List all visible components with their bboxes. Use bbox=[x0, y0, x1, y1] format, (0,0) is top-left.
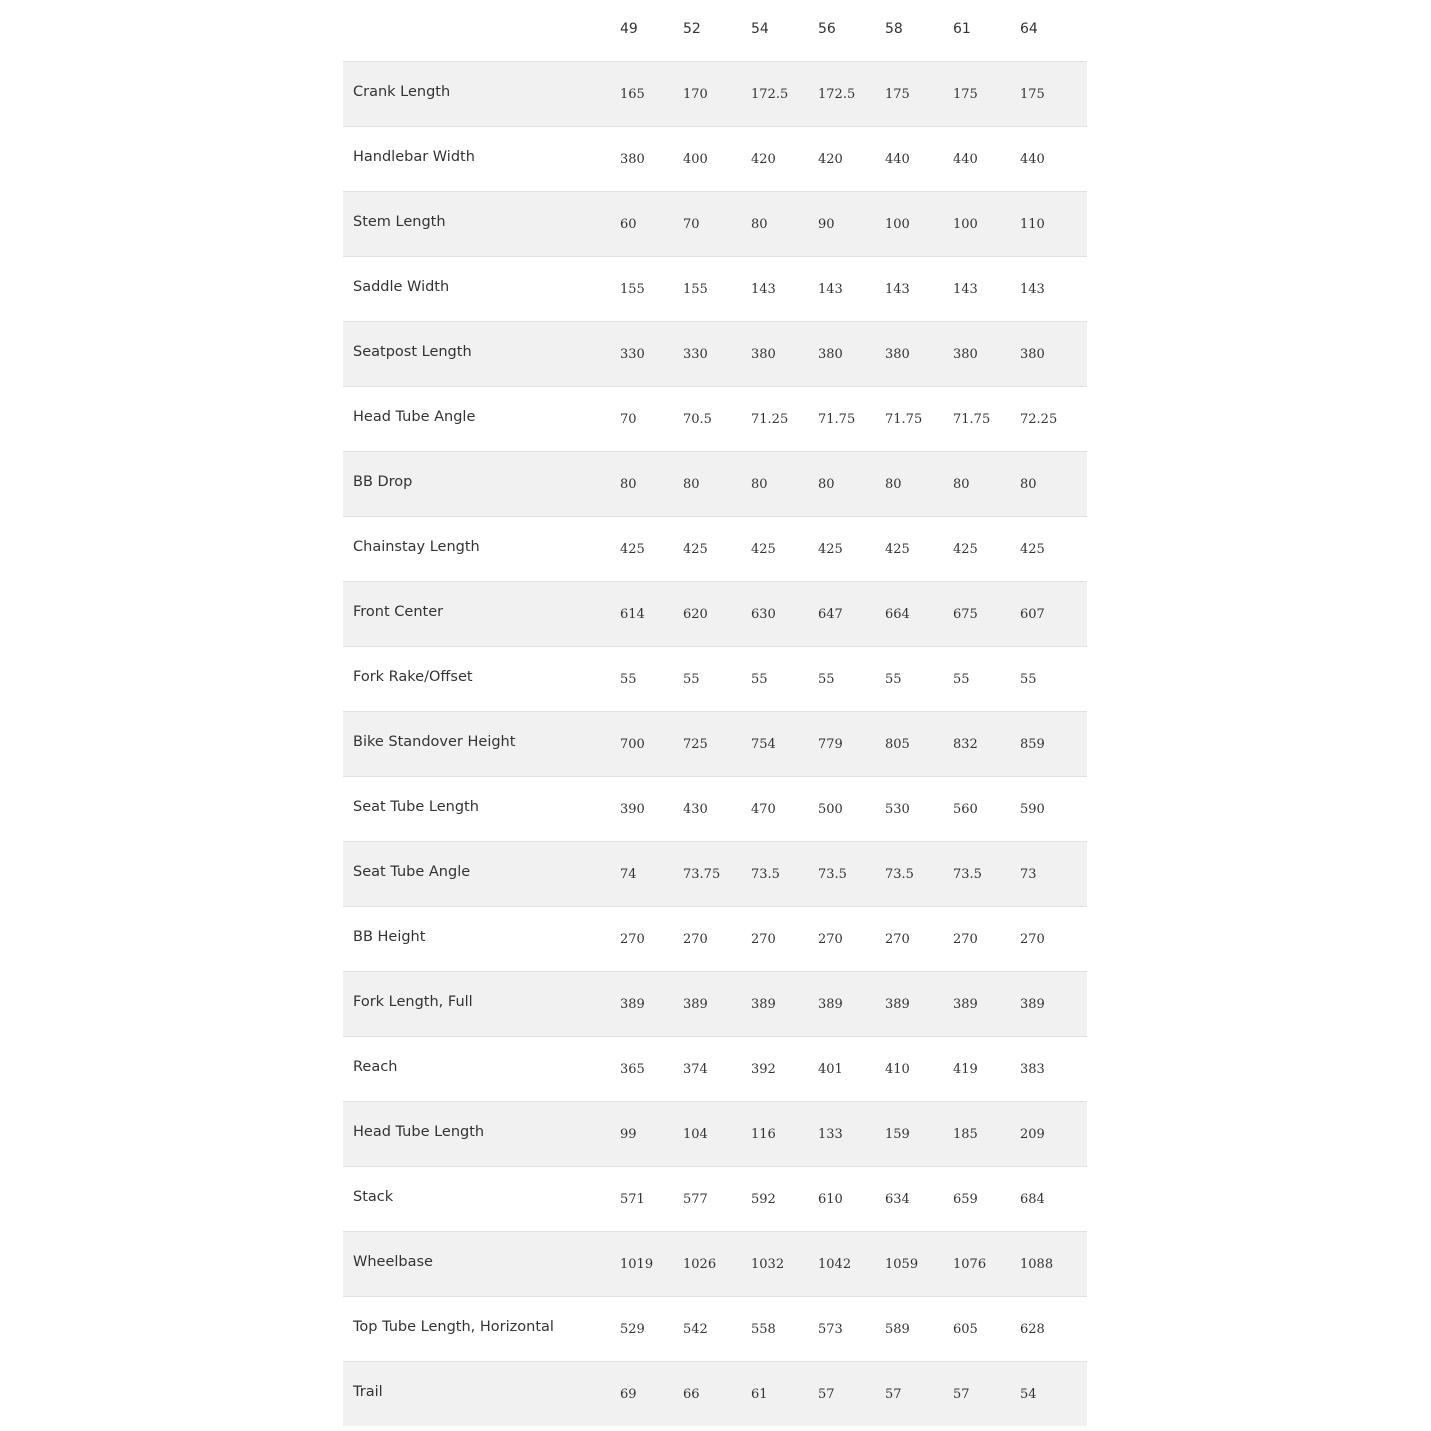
row-label: Chainstay Length bbox=[343, 516, 620, 581]
row-label: Saddle Width bbox=[343, 256, 620, 321]
row-label: Head Tube Length bbox=[343, 1101, 620, 1166]
row-label: Stack bbox=[343, 1166, 620, 1231]
measurement-cell: 779 bbox=[818, 711, 885, 776]
measurement-cell: 175 bbox=[885, 61, 953, 126]
measurement-cell: 630 bbox=[751, 581, 818, 646]
measurement-cell: 628 bbox=[1020, 1296, 1087, 1361]
measurement-cell: 560 bbox=[953, 776, 1020, 841]
measurement-cell: 1026 bbox=[683, 1231, 751, 1296]
row-label: BB Height bbox=[343, 906, 620, 971]
measurement-cell: 270 bbox=[1020, 906, 1087, 971]
measurement-cell: 270 bbox=[885, 906, 953, 971]
table-row bbox=[343, 321, 1087, 386]
measurement-cell: 270 bbox=[818, 906, 885, 971]
measurement-cell: 55 bbox=[953, 646, 1020, 711]
measurement-cell: 805 bbox=[885, 711, 953, 776]
table-row bbox=[343, 1231, 1087, 1296]
measurement-cell: 577 bbox=[683, 1166, 751, 1231]
measurement-cell: 57 bbox=[953, 1387, 970, 1403]
measurement-cell: 647 bbox=[818, 581, 885, 646]
measurement-cell: 754 bbox=[751, 711, 818, 776]
measurement-cell: 57 bbox=[818, 1387, 835, 1403]
table-row bbox=[343, 61, 1087, 126]
measurement-cell: 610 bbox=[818, 1166, 885, 1231]
measurement-cell: 529 bbox=[620, 1296, 683, 1361]
measurement-cell: 590 bbox=[1020, 776, 1087, 841]
row-label: Seat Tube Length bbox=[343, 776, 620, 841]
measurement-cell: 389 bbox=[1020, 971, 1087, 1036]
size-header-cell: 49 bbox=[620, 0, 683, 61]
measurement-cell: 390 bbox=[620, 776, 683, 841]
measurement-cell: 55 bbox=[751, 646, 818, 711]
table-body bbox=[343, 61, 1087, 1426]
table-row bbox=[343, 776, 1087, 841]
measurement-cell: 374 bbox=[683, 1036, 751, 1101]
measurement-cell: 1042 bbox=[818, 1231, 885, 1296]
measurement-cell: 143 bbox=[1020, 256, 1087, 321]
measurement-cell: 172.5 bbox=[751, 61, 818, 126]
measurement-cell: 80 bbox=[953, 451, 1020, 516]
measurement-cell: 71.75 bbox=[953, 386, 1020, 451]
measurement-cell: 70 bbox=[683, 191, 751, 256]
measurement-cell: 425 bbox=[751, 516, 818, 581]
measurement-cell: 530 bbox=[885, 776, 953, 841]
row-label: Top Tube Length, Horizontal bbox=[343, 1296, 620, 1361]
measurement-cell: 425 bbox=[1020, 516, 1087, 581]
row-label: Head Tube Angle bbox=[343, 386, 620, 451]
measurement-cell: 659 bbox=[953, 1166, 1020, 1231]
measurement-cell: 425 bbox=[953, 516, 1020, 581]
measurement-cell: 389 bbox=[818, 971, 885, 1036]
row-label: Stem Length bbox=[343, 191, 620, 256]
measurement-cell: 73 bbox=[1020, 841, 1087, 906]
measurement-cell: 270 bbox=[683, 906, 751, 971]
measurement-cell: 470 bbox=[751, 776, 818, 841]
measurement-cell: 380 bbox=[620, 126, 683, 191]
measurement-cell: 500 bbox=[818, 776, 885, 841]
table-row bbox=[343, 451, 1087, 516]
table-row bbox=[343, 1166, 1087, 1231]
measurement-cell: 270 bbox=[620, 906, 683, 971]
measurement-cell: 425 bbox=[620, 516, 683, 581]
measurement-cell: 401 bbox=[818, 1036, 885, 1101]
measurement-cell: 664 bbox=[885, 581, 953, 646]
measurement-cell: 80 bbox=[1020, 451, 1087, 516]
header-blank-cell bbox=[343, 0, 620, 61]
measurement-cell: 389 bbox=[683, 971, 751, 1036]
measurement-cell: 270 bbox=[751, 906, 818, 971]
geometry-table bbox=[343, 0, 1087, 1426]
measurement-cell: 675 bbox=[953, 581, 1020, 646]
measurement-cell: 55 bbox=[1020, 646, 1087, 711]
measurement-cell: 620 bbox=[683, 581, 751, 646]
table-row bbox=[343, 711, 1087, 776]
table-row bbox=[343, 581, 1087, 646]
measurement-cell: 1019 bbox=[620, 1231, 683, 1296]
measurement-cell: 605 bbox=[953, 1296, 1020, 1361]
table-row bbox=[343, 906, 1087, 971]
measurement-cell: 72.25 bbox=[1020, 386, 1087, 451]
measurement-cell: 70 bbox=[620, 386, 683, 451]
size-header-cell: 58 bbox=[885, 0, 953, 61]
row-label: Front Center bbox=[343, 581, 620, 646]
measurement-cell: 143 bbox=[885, 256, 953, 321]
measurement-cell: 380 bbox=[818, 321, 885, 386]
measurement-cell: 143 bbox=[751, 256, 818, 321]
row-label: Seatpost Length bbox=[343, 321, 620, 386]
measurement-cell: 90 bbox=[818, 191, 885, 256]
measurement-cell: 55 bbox=[683, 646, 751, 711]
measurement-cell: 425 bbox=[818, 516, 885, 581]
measurement-cell: 389 bbox=[620, 971, 683, 1036]
measurement-cell: 389 bbox=[953, 971, 1020, 1036]
measurement-cell: 614 bbox=[620, 581, 683, 646]
table-row bbox=[343, 1361, 1087, 1426]
row-label: Wheelbase bbox=[343, 1231, 620, 1296]
measurement-cell: 1059 bbox=[885, 1231, 953, 1296]
measurement-cell: 100 bbox=[953, 191, 1020, 256]
measurement-cell: 542 bbox=[683, 1296, 751, 1361]
row-label: Fork Length, Full bbox=[343, 971, 620, 1036]
measurement-cell: 571 bbox=[620, 1166, 683, 1231]
measurement-cell: 330 bbox=[683, 321, 751, 386]
table-row bbox=[343, 256, 1087, 321]
measurement-cell: 116 bbox=[751, 1101, 818, 1166]
measurement-cell: 400 bbox=[683, 126, 751, 191]
measurement-cell: 175 bbox=[953, 61, 1020, 126]
size-header-cell: 61 bbox=[953, 0, 1020, 61]
measurement-cell: 133 bbox=[818, 1101, 885, 1166]
measurement-cell: 573 bbox=[818, 1296, 885, 1361]
table-header bbox=[343, 0, 1087, 61]
measurement-cell: 700 bbox=[620, 711, 683, 776]
measurement-cell: 832 bbox=[953, 711, 1020, 776]
measurement-cell: 684 bbox=[1020, 1166, 1087, 1231]
measurement-cell: 330 bbox=[620, 321, 683, 386]
measurement-cell: 1088 bbox=[1020, 1231, 1087, 1296]
measurement-cell: 380 bbox=[1020, 321, 1087, 386]
measurement-cell: 143 bbox=[953, 256, 1020, 321]
measurement-cell: 80 bbox=[751, 191, 818, 256]
measurement-cell: 100 bbox=[885, 191, 953, 256]
measurement-cell: 634 bbox=[885, 1166, 953, 1231]
measurement-cell: 419 bbox=[953, 1036, 1020, 1101]
table-row bbox=[343, 841, 1087, 906]
measurement-cell: 389 bbox=[885, 971, 953, 1036]
measurement-cell: 175 bbox=[1020, 61, 1087, 126]
measurement-cell: 725 bbox=[683, 711, 751, 776]
measurement-cell: 270 bbox=[953, 906, 1020, 971]
measurement-cell: 55 bbox=[818, 646, 885, 711]
measurement-cell: 55 bbox=[885, 646, 953, 711]
measurement-cell: 155 bbox=[620, 256, 683, 321]
table-row bbox=[343, 1036, 1087, 1101]
measurement-cell: 440 bbox=[885, 126, 953, 191]
table-row bbox=[343, 516, 1087, 581]
measurement-cell: 80 bbox=[885, 451, 953, 516]
row-label: Reach bbox=[343, 1036, 620, 1101]
measurement-cell: 410 bbox=[885, 1036, 953, 1101]
measurement-cell: 155 bbox=[683, 256, 751, 321]
measurement-cell: 71.25 bbox=[751, 386, 818, 451]
measurement-cell: 420 bbox=[751, 126, 818, 191]
measurement-cell: 73.5 bbox=[751, 841, 818, 906]
measurement-cell: 80 bbox=[620, 451, 683, 516]
measurement-cell: 80 bbox=[818, 451, 885, 516]
row-label: Trail bbox=[353, 1383, 383, 1400]
measurement-cell: 589 bbox=[885, 1296, 953, 1361]
size-header-cell: 64 bbox=[1020, 0, 1087, 61]
row-label: Crank Length bbox=[343, 61, 620, 126]
measurement-cell: 859 bbox=[1020, 711, 1087, 776]
measurement-cell: 440 bbox=[953, 126, 1020, 191]
row-label: Fork Rake/Offset bbox=[343, 646, 620, 711]
measurement-cell: 69 bbox=[620, 1387, 637, 1403]
table-row bbox=[343, 971, 1087, 1036]
measurement-cell: 55 bbox=[620, 646, 683, 711]
measurement-cell: 60 bbox=[620, 191, 683, 256]
table-row bbox=[343, 646, 1087, 711]
measurement-cell: 104 bbox=[683, 1101, 751, 1166]
measurement-cell: 66 bbox=[683, 1387, 700, 1403]
measurement-cell: 54 bbox=[1020, 1387, 1037, 1403]
measurement-cell: 57 bbox=[885, 1387, 902, 1403]
row-label: Bike Standover Height bbox=[343, 711, 620, 776]
row-label: Seat Tube Angle bbox=[343, 841, 620, 906]
table-row bbox=[343, 191, 1087, 256]
measurement-cell: 607 bbox=[1020, 581, 1087, 646]
measurement-cell: 110 bbox=[1020, 191, 1087, 256]
measurement-cell: 389 bbox=[751, 971, 818, 1036]
measurement-cell: 73.5 bbox=[885, 841, 953, 906]
measurement-cell: 440 bbox=[1020, 126, 1087, 191]
table-row bbox=[343, 1296, 1087, 1361]
table-row bbox=[343, 1101, 1087, 1166]
measurement-cell: 380 bbox=[953, 321, 1020, 386]
measurement-cell: 73.75 bbox=[683, 841, 751, 906]
measurement-cell: 80 bbox=[751, 451, 818, 516]
measurement-cell: 420 bbox=[818, 126, 885, 191]
measurement-cell: 380 bbox=[751, 321, 818, 386]
measurement-cell: 165 bbox=[620, 61, 683, 126]
measurement-cell: 71.75 bbox=[818, 386, 885, 451]
row-label: Handlebar Width bbox=[343, 126, 620, 191]
measurement-cell: 73.5 bbox=[953, 841, 1020, 906]
measurement-cell: 380 bbox=[885, 321, 953, 386]
row-label: BB Drop bbox=[343, 451, 620, 516]
measurement-cell: 430 bbox=[683, 776, 751, 841]
size-header-cell: 56 bbox=[818, 0, 885, 61]
measurement-cell: 365 bbox=[620, 1036, 683, 1101]
measurement-cell: 99 bbox=[620, 1101, 683, 1166]
measurement-cell: 80 bbox=[683, 451, 751, 516]
measurement-cell: 425 bbox=[885, 516, 953, 581]
measurement-cell: 172.5 bbox=[818, 61, 885, 126]
size-header-cell: 54 bbox=[751, 0, 818, 61]
size-header-row bbox=[343, 0, 1087, 61]
measurement-cell: 74 bbox=[620, 841, 683, 906]
measurement-cell: 159 bbox=[885, 1101, 953, 1166]
measurement-cell: 170 bbox=[683, 61, 751, 126]
measurement-cell: 1076 bbox=[953, 1231, 1020, 1296]
measurement-cell: 61 bbox=[751, 1387, 768, 1403]
measurement-cell: 143 bbox=[818, 256, 885, 321]
table-row bbox=[343, 126, 1087, 191]
measurement-cell: 73.5 bbox=[818, 841, 885, 906]
table-row bbox=[343, 386, 1087, 451]
measurement-cell: 592 bbox=[751, 1166, 818, 1231]
measurement-cell: 71.75 bbox=[885, 386, 953, 451]
measurement-cell: 1032 bbox=[751, 1231, 818, 1296]
measurement-cell: 392 bbox=[751, 1036, 818, 1101]
measurement-cell: 558 bbox=[751, 1296, 818, 1361]
measurement-cell: 185 bbox=[953, 1101, 1020, 1166]
measurement-cell: 70.5 bbox=[683, 386, 751, 451]
measurement-cell: 383 bbox=[1020, 1036, 1087, 1101]
measurement-cell: 209 bbox=[1020, 1101, 1087, 1166]
measurement-cell: 425 bbox=[683, 516, 751, 581]
size-header-cell: 52 bbox=[683, 0, 751, 61]
